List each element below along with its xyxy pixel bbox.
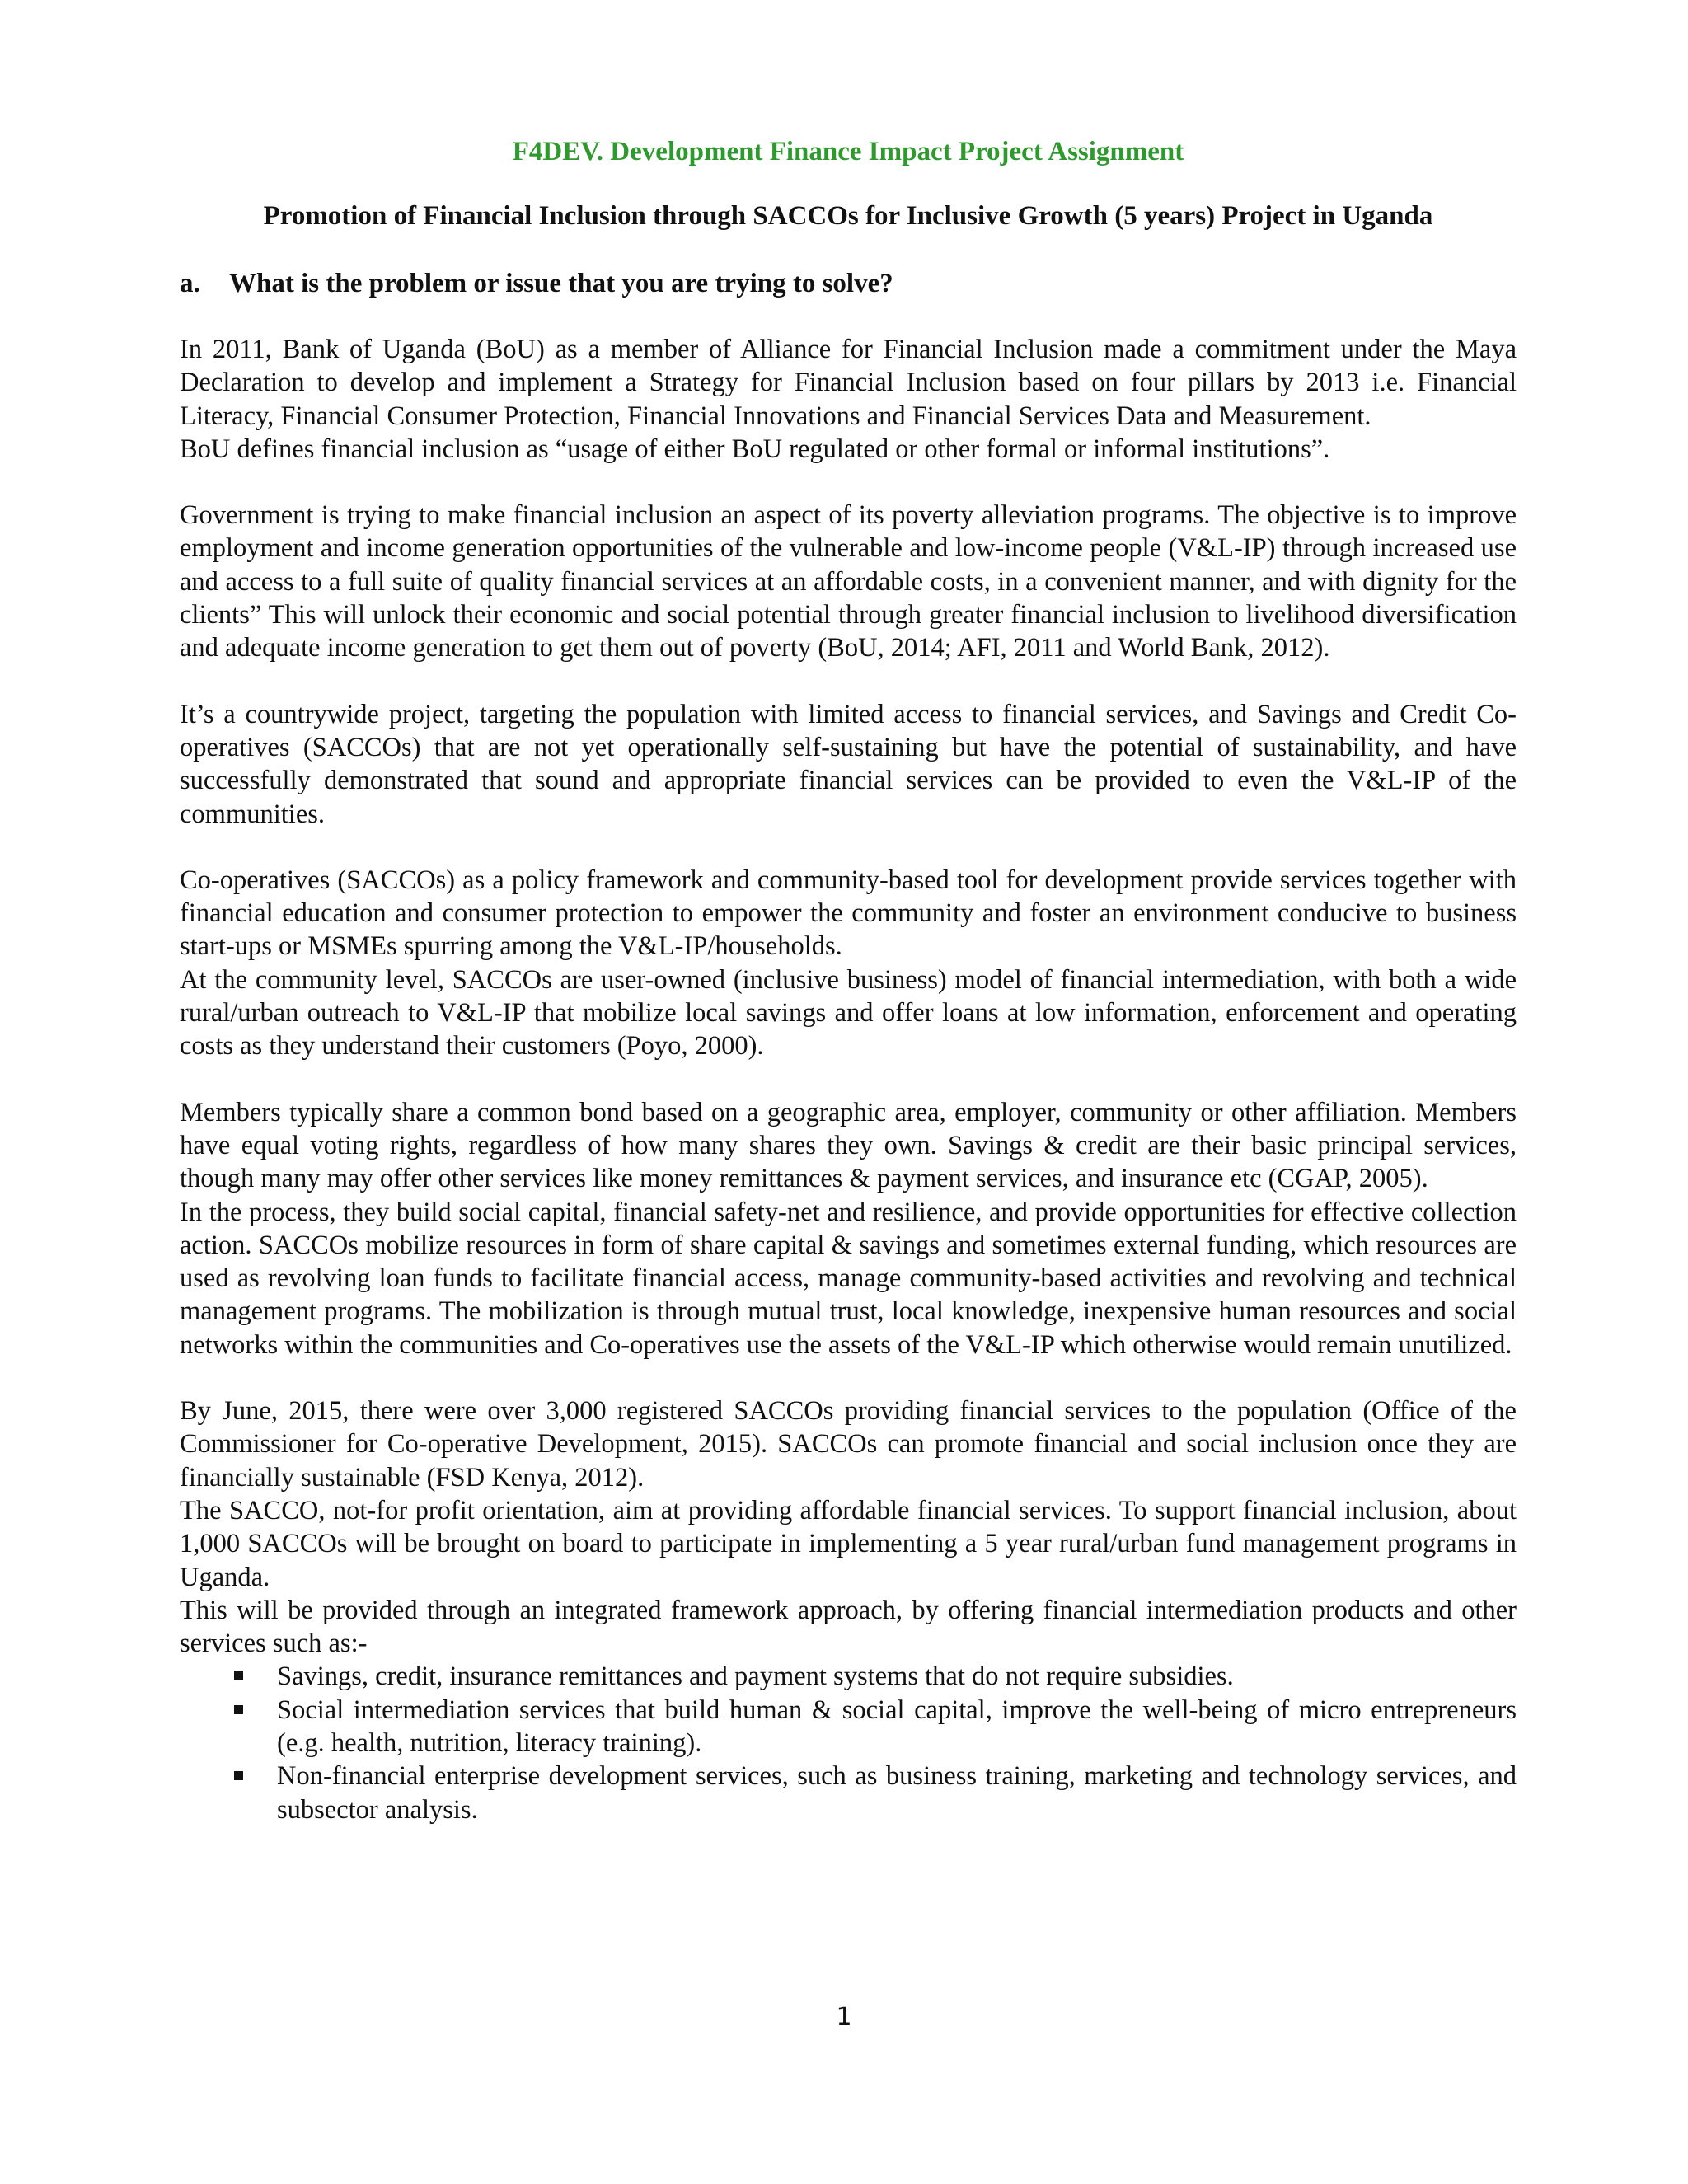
page-number: 1 [836, 2003, 852, 2032]
document-content [180, 135, 1517, 1826]
question-text: What is the problem or issue that you are trying to solve? [229, 269, 893, 298]
paragraph-gap [180, 466, 1517, 499]
document-subtitle: Promotion of Financial Inclusion through SACCOs for Inclusive Growth (5 years) Project in Uganda [263, 201, 1433, 231]
paragraph: In the process, they build social capital, financial safety-net and resilience, and provide opportunities for effective collection action. SACCOs mobilize resources in form of share capital & savings and sometimes external funding, which resources are used as revolving loan funds to facilitate financial access, manage community-based activities and revolving and technical management programs. The mobilization is through mutual trust, local knowledge, inexpensive human resources and social networks within the communities and Co-operatives use the assets of the V&L-IP which otherwise would remain unutilized. [180, 1197, 1517, 1360]
square-bullet-icon [234, 1771, 243, 1780]
section-question [180, 267, 1517, 300]
paragraph-gap [180, 1063, 1517, 1096]
square-bullet-icon [234, 1671, 243, 1680]
paragraph: BoU defines financial inclusion as “usage of either BoU regulated or other formal or informal institutions”. [180, 434, 1330, 464]
question-marker: a. [180, 269, 200, 298]
paragraph-gap [180, 665, 1517, 698]
list-item-text: Social intermediation services that build human & social capital, improve the well-being of micro entrepreneurs (e.g. health, nutrition, literacy training). [277, 1694, 1517, 1758]
paragraph: At the community level, SACCOs are user-owned (inclusive business) model of financial intermediation, with both a wide rural/urban outreach to V&L-IP that mobilize local savings and offer loans at low information, enforcement and operating costs as they understand their customers (Poyo, 2000). [180, 964, 1517, 1062]
list-item [180, 1660, 1517, 1693]
services-list [180, 1660, 1517, 1825]
document-title: F4DEV. Development Finance Impact Project Assignment [512, 137, 1184, 166]
paragraph: In 2011, Bank of Uganda (BoU) as a member of Alliance for Financial Inclusion made a commitment under the Maya Declaration to develop and implement a Strategy for Financial Inclusion based on four pillars by 2013 i.e. Financial Literacy, Financial Consumer Protection, Financial Innovations and Financial Services Data and Measurement. [180, 335, 1517, 431]
paragraph: This will be provided through an integrated framework approach, by offering financial intermediation products and other services such as:- [180, 1595, 1517, 1659]
paragraph: Members typically share a common bond based on a geographic area, employer, community or other affiliation. Members have equal voting rights, regardless of how many shares they own. Savings & credit are their basic principal services, though many may offer other services like money remittances & payment services, and insurance etc (CGAP, 2005). [180, 1097, 1517, 1194]
paragraph-gap [180, 831, 1517, 864]
paragraph: Government is trying to make financial inclusion an aspect of its poverty alleviation programs. The objective is to improve employment and income generation opportunities of the vulnerable and low-income people (V&L-IP) through increased use and access to a full suite of quality financial services at an affordable costs, in a convenient manner, and with dignity for the clients” This will unlock their economic and social potential through greater financial inclusion to livelihood diversification and adequate income generation to get them out of poverty (BoU, 2014; AFI, 2011 and World Bank, 2012). [180, 500, 1517, 663]
paragraph-gap [180, 1361, 1517, 1394]
list-item [180, 1760, 1517, 1826]
list-item-text: Non-financial enterprise development services, such as business training, marketing and technology services, and subsector analysis. [277, 1761, 1517, 1825]
paragraph: By June, 2015, there were over 3,000 registered SACCOs providing financial services to the population (Office of the Commissioner for Co-operative Development, 2015). SACCOs can promote financial and social inclusion once they are financially sustainable (FSD Kenya, 2012). [180, 1396, 1517, 1493]
list-item [180, 1694, 1517, 1760]
paragraph: Co-operatives (SACCOs) as a policy framework and community-based tool for development provide services together with financial education and consumer protection to empower the community and foster an environment conducive to business start-ups or MSMEs spurring among the V&L-IP/households. [180, 865, 1517, 962]
paragraph: The SACCO, not-for profit orientation, aim at providing affordable financial services. To support financial inclusion, about 1,000 SACCOs will be brought on board to participate in implementing a 5 year rural/urban fund management programs in Uganda. [180, 1495, 1517, 1592]
square-bullet-icon [234, 1705, 243, 1714]
paragraph: It’s a countrywide project, targeting the population with limited access to financial services, and Savings and Credit Co-operatives (SACCOs) that are not yet operationally self-sustaining but have the potential of sustainability, and have successfully demonstrated that sound and appropriate financial services can be provided to even the V&L-IP of the communities. [180, 699, 1517, 829]
list-item-text: Savings, credit, insurance remittances and payment systems that do not require subsidies. [277, 1661, 1234, 1692]
